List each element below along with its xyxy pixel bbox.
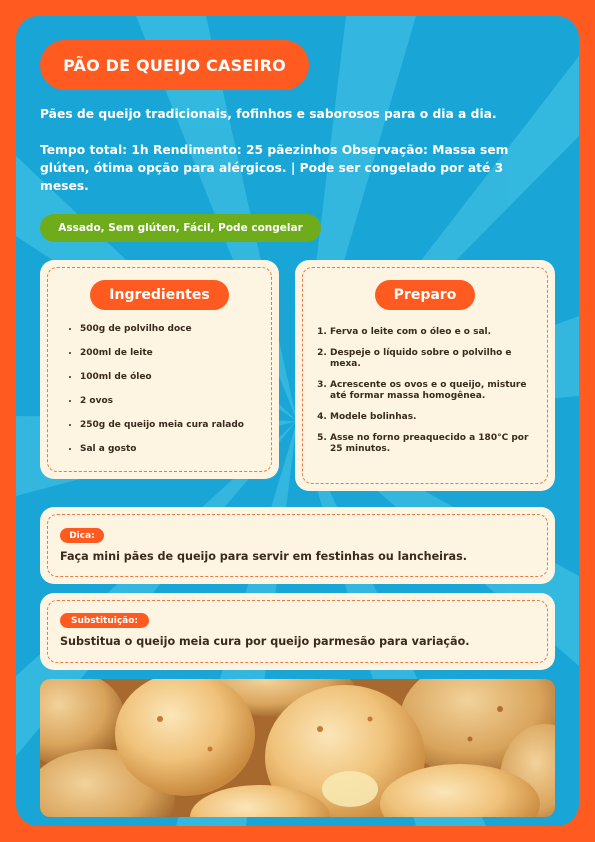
ingredients-list	[80, 323, 300, 467]
substitution-text: Substitua o queijo meia cura por queijo parmesão para variação.	[60, 635, 470, 648]
recipe-title: PÃO DE QUEIJO CASEIRO	[40, 40, 309, 90]
ingredient-item: • 100ml de óleo	[80, 371, 300, 395]
tip-panel-border	[47, 514, 548, 577]
preparation-step: 2. Despeje o líquido sobre o polvilho e mexa.	[330, 348, 540, 370]
preparation-step: 1. Ferva o leite com o óleo e o sal.	[330, 327, 540, 338]
recipe-card	[16, 16, 579, 826]
tip-text: Faça mini pães de queijo para servir em festinhas ou lancheiras.	[60, 550, 467, 563]
preparation-heading: Preparo	[375, 280, 475, 310]
recipe-description: Pães de queijo tradicionais, fofinhos e saborosos para o dia a dia.	[40, 107, 497, 121]
preparation-step: 5. Asse no forno preaquecido a 180°C por 25 minutos.	[330, 433, 540, 455]
preparation-step: 3. Acrescente os ovos e o queijo, misture até formar massa homogênea.	[330, 380, 540, 402]
tip-label: Dica:	[60, 528, 104, 543]
ingredient-item: • 200ml de leite	[80, 347, 300, 371]
recipe-details: Tempo total: 1h Rendimento: 25 pãezinhos Observação: Massa sem glúten, ótima opção para alérgicos. | Pode ser congelado por até 3 meses.	[40, 143, 509, 193]
cheese-bread-photo	[40, 679, 555, 817]
substitution-label: Substituição:	[60, 613, 149, 628]
ingredient-item: • 500g de polvilho doce	[80, 323, 300, 347]
ingredients-heading: Ingredientes	[90, 280, 229, 310]
preparation-list	[330, 327, 540, 465]
substitution-panel-border	[47, 600, 548, 663]
preparation-step: 4. Modele bolinhas.	[330, 412, 540, 423]
ingredient-item: • 2 ovos	[80, 395, 300, 419]
ingredient-item: • 250g de queijo meia cura ralado	[80, 419, 300, 443]
ingredient-item: • Sal a gosto	[80, 443, 300, 467]
cheese-bread-illustration	[40, 679, 555, 817]
tip-panel	[40, 507, 555, 584]
recipe-tags: Assado, Sem glúten, Fácil, Pode congelar	[40, 214, 321, 242]
substitution-panel	[40, 593, 555, 670]
